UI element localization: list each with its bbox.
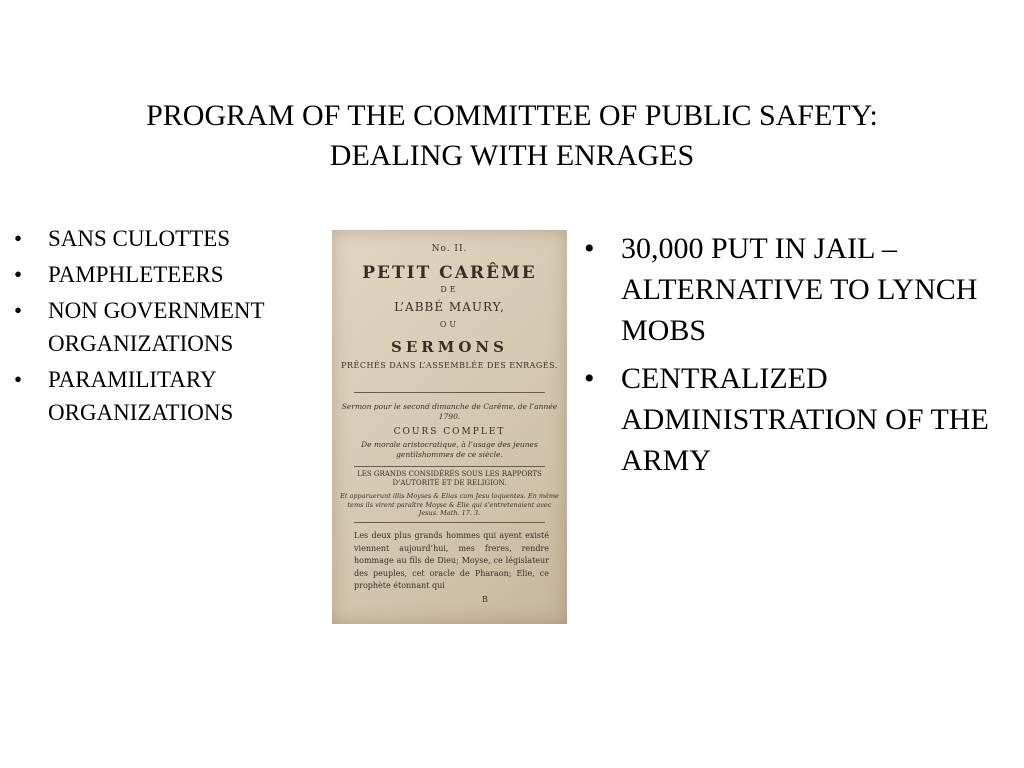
left-bullet-list	[14, 222, 334, 432]
bullet-centralized-administration: • CENTRALIZED ADMINISTRATION OF THE ARMY	[580, 358, 1000, 481]
pamphlet-grands: LES GRANDS CONSIDÉRÉS SOUS LES RAPPORTS D’AUTORITÉ ET DE RELIGION.	[357, 470, 542, 487]
pamphlet-image	[332, 230, 567, 624]
pamphlet-number: No. II.	[431, 244, 468, 254]
pamphlet-divider	[354, 522, 545, 523]
pamphlet-ou: OU	[439, 320, 460, 329]
bullet-paramilitary-organizations: • PARAMILITARY ORGANIZATIONS	[14, 363, 334, 429]
pamphlet-title: PETIT CARÊME	[362, 263, 537, 283]
right-bullet-list	[580, 228, 1000, 488]
slide-title-line-2: DEALING WITH ENRAGES	[329, 139, 695, 172]
pamphlet-author: L’ABBÉ MAURY,	[394, 300, 505, 314]
bullet-pamphleteers: • PAMPHLETEERS	[14, 258, 334, 291]
bullet-put-in-jail: • 30,000 PUT IN JAIL – ALTERNATIVE TO LYNCH MOBS	[580, 228, 1000, 351]
pamphlet-signature: B	[482, 595, 488, 604]
slide-title	[40, 96, 984, 176]
bullet-non-government-organizations: • NON GOVERNMENT ORGANIZATIONS	[14, 294, 334, 360]
slide-title-line-1: PROGRAM OF THE COMMITTEE OF PUBLIC SAFETY:	[146, 99, 878, 132]
bullet-sans-culottes: • SANS CULOTTES	[14, 222, 334, 255]
pamphlet-body: Les deux plus grands hommes qui ayent existé viennent aujourd’hui, mes freres, rendre hommage au fils de Dieu; Moyse, ce législateur des peuples, cet oracle de Pharaon; Elie, ce prophète étonnant qui	[354, 531, 549, 590]
pamphlet-latin: Et apparuerunt illis Moyses & Elias cum Jesu loquentes. En même tems ils virent paraître Moyse & Elie qui s’entretenaient avec Jesus. Math. 17. 3.	[340, 492, 559, 517]
pamphlet-divider	[354, 392, 545, 393]
pamphlet-de: DE	[440, 285, 459, 294]
pamphlet-preches: PRÊCHÉS DANS L’ASSEMBLÉE DES ENRAGÉS.	[341, 361, 558, 370]
pamphlet-morale: De morale aristocratique, à l’usage des jeunes gentilshommes de ce siècle.	[361, 440, 538, 459]
pamphlet-sermon-line: Sermon pour le second dimanche de Carême, de l’année 1790.	[341, 402, 558, 421]
pamphlet-divider	[354, 466, 545, 467]
pamphlet-sermons: SERMONS	[391, 338, 508, 356]
pamphlet-cours: COURS COMPLET	[393, 427, 506, 437]
